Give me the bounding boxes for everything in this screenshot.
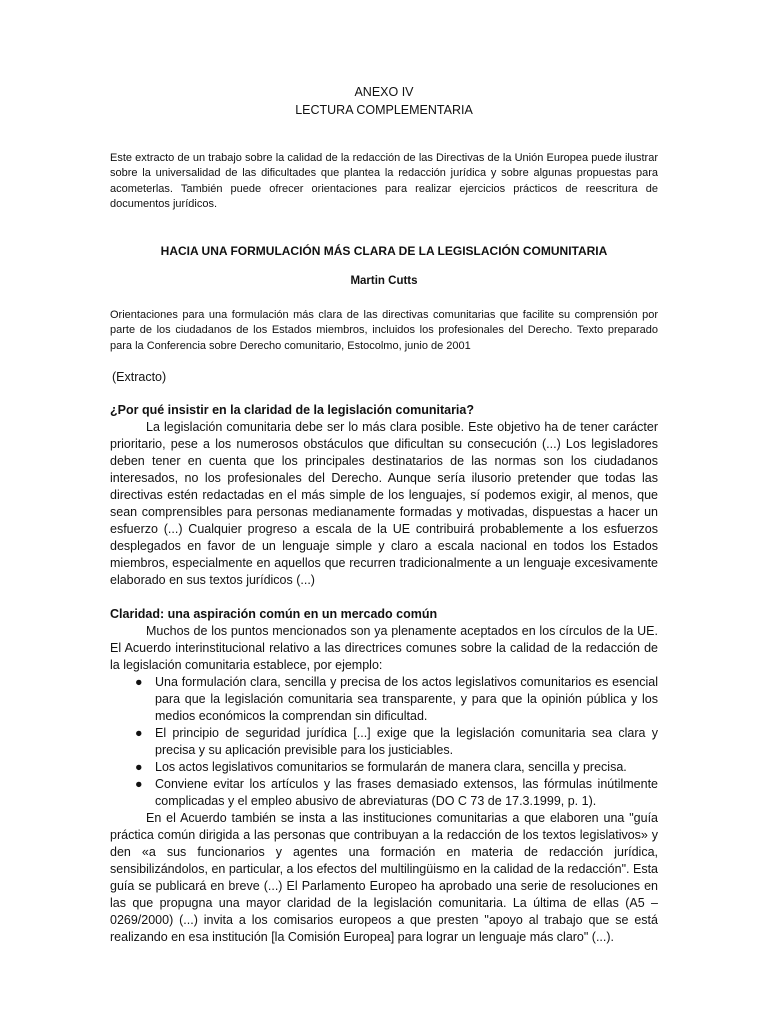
section-paragraph: Muchos de los puntos mencionados son ya plenamente aceptados en los círculos de la UE. El Acuerdo interinstitucional relativo a las directrices comunes sobre la calidad de la redacción de la legislación comunitaria establece, por ejemplo:	[110, 624, 658, 672]
bullet-icon: ●	[135, 726, 143, 740]
section-heading-claridad: ¿Por qué insistir en la claridad de la legislación comunitaria?	[110, 403, 474, 417]
bullet-text: Los actos legislativos comunitarios se formularán de manera clara, sencilla y precisa.	[155, 760, 627, 774]
bullet-item	[135, 776, 658, 810]
bullet-text: El principio de seguridad jurídica [...] exige que la legislación comunitaria sea clara y precisa y su aplicación previsible para los justiciables.	[155, 726, 658, 757]
bullet-icon: ●	[135, 760, 143, 774]
article-body	[110, 402, 658, 946]
section-gap	[110, 589, 658, 606]
annex-subtitle: LECTURA COMPLEMENTARIA	[295, 103, 473, 117]
section-paragraph: La legislación comunitaria debe ser lo más clara posible. Este objetivo ha de tener carácter prioritario, pese a los numerosos obstáculos que dificultan su consecución (...) Los legisladores deben tener en cuenta que los principales destinatarios de las normas son los ciudadanos interesados, no los profesionales del Derecho. Aunque sería ilusorio pretender que todas las directivas estén redactadas en el más simple de los lenguajes, sí podemos exigir, al menos, que sean comprensibles para personas medianamente formadas y motivadas, dispuestas a hacer un esfuerzo (...) Cualquier progreso a escala de la UE contribuirá probablemente a los esfuerzos desplegados en favor de un lenguaje simple y claro a escala nacional en todos los Estados miembros, especialmente en aquellos que recurren tradicionalmente a un lenguaje excesivamente elaborado en sus textos jurídicos (...)	[110, 420, 658, 587]
bullet-list	[110, 674, 658, 810]
extract-label: (Extracto)	[112, 370, 167, 384]
annex-number: ANEXO IV	[354, 85, 414, 99]
bullet-text: Conviene evitar los artículos y las frases demasiado extensos, las fórmulas inútilmente complicadas y el empleo abusivo de abreviaturas (DO C 73 de 17.3.1999, p. 1).	[155, 777, 658, 808]
annex-header	[0, 83, 768, 119]
bullet-item	[135, 759, 658, 776]
section-heading-mercado-comun: Claridad: una aspiración común en un mercado común	[110, 607, 438, 621]
intro-paragraph: Este extracto de un trabajo sobre la calidad de la redacción de las Directivas de la Unión Europea puede ilustrar sobre la universalidad de las dificultades que plantea la redacción jurídica y sobre algunas propuestas para acometerlas. También puede ofrecer orientaciones para realizar ejercicios prácticos de reescritura de documentos jurídicos.	[110, 152, 658, 211]
bullet-item	[135, 725, 658, 759]
section-paragraph: En el Acuerdo también se insta a las instituciones comunitarias a que elaboren una "guía práctica común dirigida a las personas que contribuyan a la redacción de los textos legislativos» y den «a sus funcionarios y agentes una formación en materia de redacción jurídica, sensibilizándolos, en particular, a los efectos del multilingüismo en la calidad de la redacción". Esta guía se publicará en breve (...) El Parlamento Europeo ha aprobado una serie de resoluciones en las que propugna una mayor claridad de la legislación comunitaria. La última de ellas (A5 – 0269/2000) (...) invita a los comisarios europeos a que presten "apoyo al trabajo que se está realizando en esa institución [la Comisión Europea] para lograr un lenguaje más claro" (...).	[110, 811, 658, 944]
bullet-text: Una formulación clara, sencilla y precisa de los actos legislativos comunitarios es esencial para que la legislación comunitaria sea transparente, y para que la opinión pública y los medios económicos la comprendan sin dificultad.	[155, 675, 658, 723]
bullet-item	[135, 674, 658, 725]
article-title: HACIA UNA FORMULACIÓN MÁS CLARA DE LA LEGISLACIÓN COMUNITARIA	[160, 244, 608, 258]
article-author: Martin Cutts	[350, 275, 418, 287]
article-orientation: Orientaciones para una formulación más clara de las directivas comunitarias que facilite su comprensión por parte de los ciudadanos de los Estados miembros, incluidos los profesionales del Derecho. Texto preparado para la Conferencia sobre Derecho comunitario, Estocolmo, junio de 2001	[110, 309, 658, 352]
bullet-icon: ●	[135, 777, 143, 791]
bullet-icon: ●	[135, 675, 143, 689]
